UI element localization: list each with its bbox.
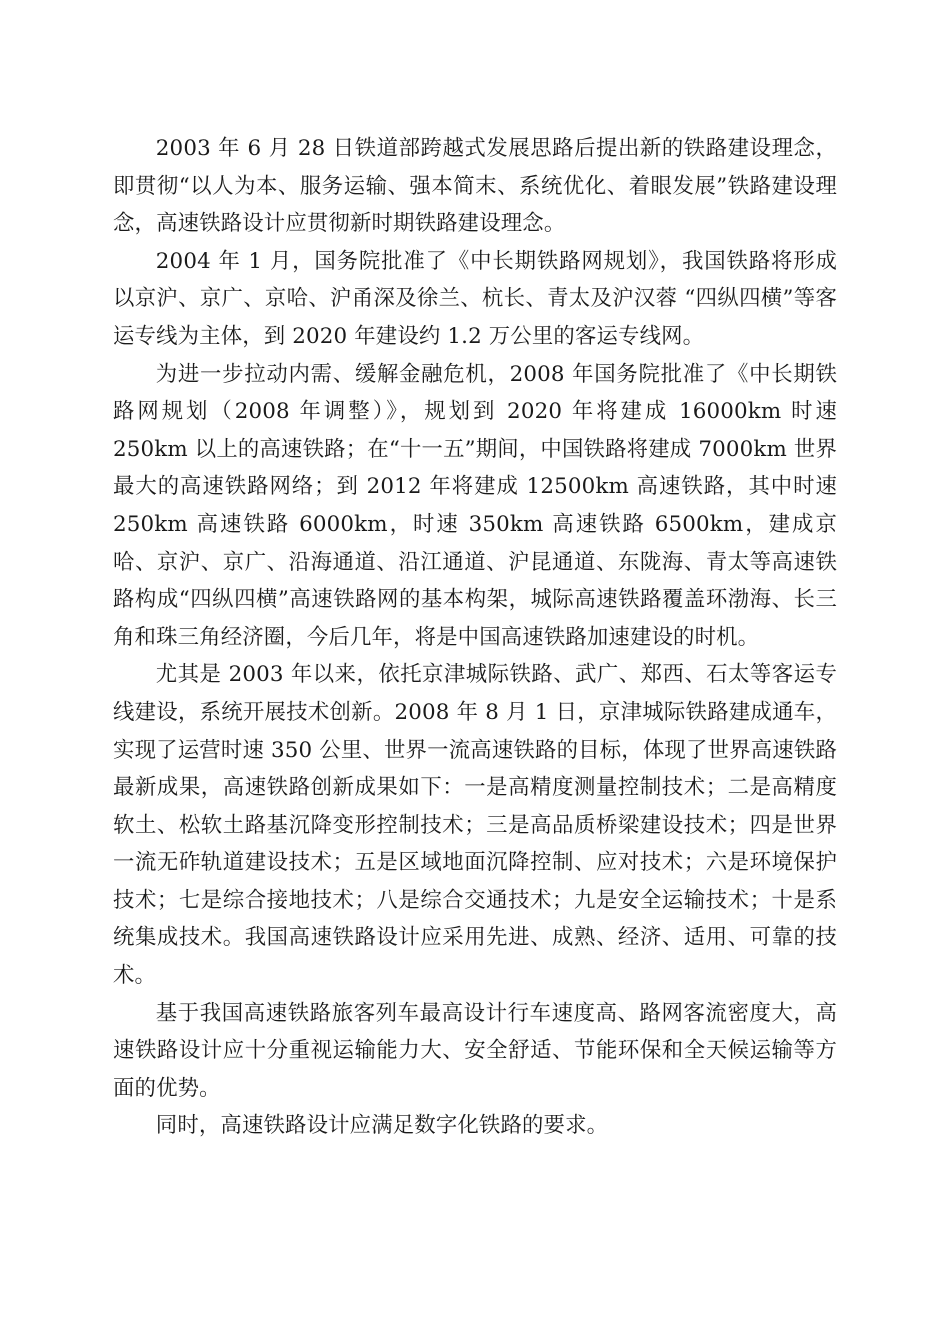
paragraph-design-priorities: 基于我国高速铁路旅客列车最高设计行车速度高、路网客流密度大，高速铁路设计应十分重视运输能力大、安全舒适、节能环保和全天候运输等方面的优势。 bbox=[113, 1000, 837, 1101]
paragraph-technical-innovation: 尤其是 2003 年以来，依托京津城际铁路、武广、郑西、石太等客运专线建设，系统开展技术创新。2008 年 8 月 1 日，京津城际铁路建成通车，实现了运营时速 350 公里、世界一流高速铁路的目标，体现了世界高速铁路最新成果，高速铁路创新成果如下：一是高精度测量控制技术；二是高精度软土、松软土路基沉降变形控制技术；三是高品质桥梁建设技术；四是世界一流无砟轨道建设技术；五是区域地面沉降控制、应对技术；六是环境保护技术；七是综合接地技术；八是综合交通技术；九是安全运输技术；十是系统集成技术。我国高速铁路设计应采用先进、成熟、经济、适用、可靠的技术。 bbox=[113, 662, 837, 989]
document-body bbox=[113, 130, 837, 1145]
paragraph-digital-railway: 同时，高速铁路设计应满足数字化铁路的要求。 bbox=[155, 1113, 609, 1139]
paragraph-railway-philosophy: 2003 年 6 月 28 日铁道部跨越式发展思路后提出新的铁路建设理念，即贯彻“以人为本、服务运输、强本简末、系统优化、着眼发展”铁路建设理念，高速铁路设计应贯彻新时期铁路建设理念。 bbox=[113, 136, 837, 237]
paragraph-2008-plan-adjustment: 为进一步拉动内需、缓解金融危机，2008 年国务院批准了《中长期铁路网规划（2008 年调整）》，规划到 2020 年将建成 16000km 时速 250km 以上的高速铁路；在“十一五”期间，中国铁路将建成 7000km 世界最大的高速铁路网络；到 2012 年将建成 12500km 高速铁路，其中时速 250km 高速铁路 6000km，时速 350km 高速铁路 6500km，建成京哈、京沪、京广、沿海通道、沿江通道、沪昆通道、东陇海、青太等高速铁路构成“四纵四横”高速铁路网的基本构架，城际高速铁路覆盖环渤海、长三角和珠三角经济圈，今后几年，将是中国高速铁路加速建设的时机。 bbox=[113, 361, 837, 650]
paragraph-2004-network-plan: 2004 年 1 月，国务院批准了《中长期铁路网规划》，我国铁路将形成以京沪、京广、京哈、沪甬深及徐兰、杭长、青太及沪汉蓉 “四纵四横”等客运专线为主体，到 2020 年建设约 1.2 万公里的客运专线网。 bbox=[113, 248, 837, 349]
